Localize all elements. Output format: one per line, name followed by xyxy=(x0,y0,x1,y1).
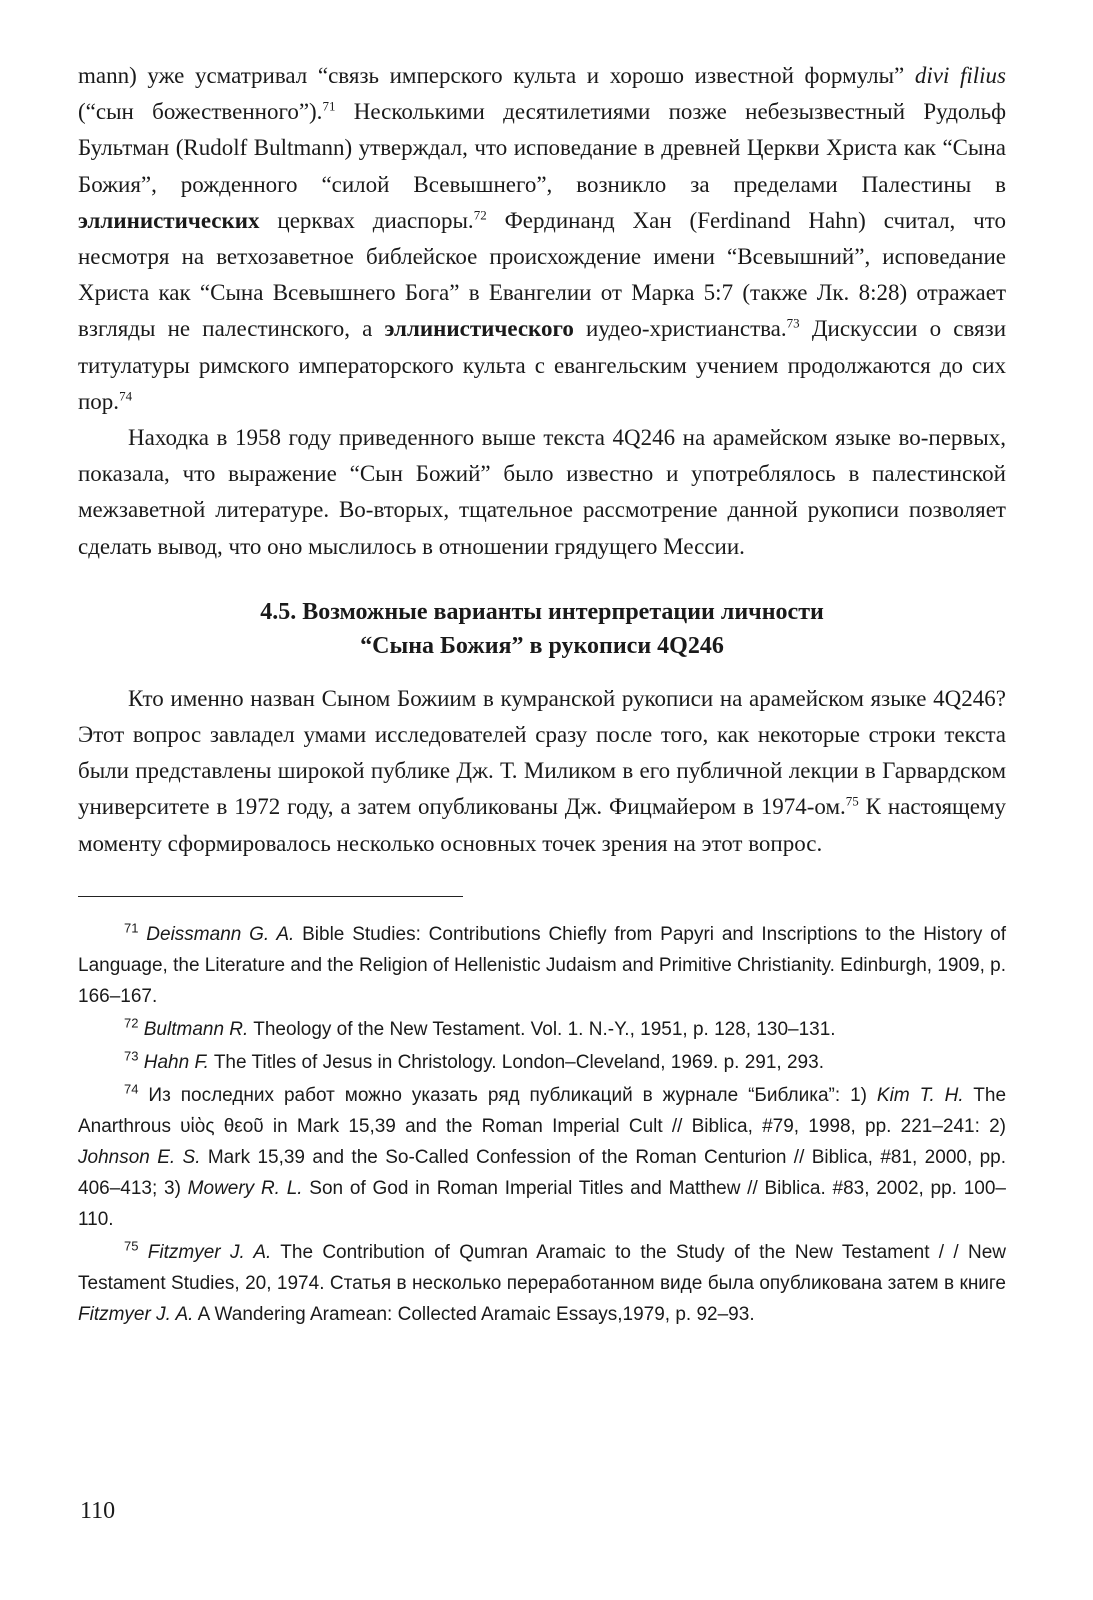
footnote-divider xyxy=(78,896,463,897)
section-heading-line-2: “Сына Божия” в рукописи 4Q246 xyxy=(360,632,724,659)
section-heading-line-1: 4.5. Возможные варианты интерпретации личности xyxy=(260,598,824,625)
footnote-ref-74[interactable]: 74 xyxy=(119,388,133,404)
footnote-75: $^{75}$ Fitzmyer J. A. The Contribution of Qumran Aramaic to the Study of the New Testament / / New Testament Studies, 20, 1974. Статья в несколько переработанном виде была опубликована затем в книге Fitzmyer J. A. A Wandering Aramean: Collected Aramaic Essays,1979, p. 92–93. xyxy=(78,1238,1006,1325)
page xyxy=(78,58,1006,1332)
footnote-ref-73[interactable]: 73 xyxy=(786,315,800,331)
footnotes xyxy=(78,919,1006,1330)
paragraph-1: mann) уже усматривал “связь имперского культа и хорошо известной формулы” divi filius (“сын божественного”).$^{71}$ Несколькими десятилетиями позже небезызвестный Рудольф Бультман (Rudolf Bultmann) утверждал, что исповедание в древней Церкви Христа как “Сына Божия”, рожденного “силой Всевышнего”, возникло за пределами Палестины в эллинистических церквах диаспоры.$^{72}$ Фердинанд Хан (Ferdinand Hahn) считал, что несмотря на ветхозаветное библейское происхождение имени “Всевышний”, исповедание Христа как “Сына Всевышнего Бога” в Евангелии от Марка 5:7 (также Лк. 8:28) отражает взгляды не палестинского, а эллинистического иудео-христианства.$^{73}$ Дискуссии о связи титулатуры римского императорского культа с евангельским учением продолжаются до сих пор.$^{74}$ xyxy=(78,63,1006,414)
footnote-ref-75[interactable]: 75 xyxy=(845,793,859,809)
footnote-73: $^{73}$ Hahn F. The Titles of Jesus in Christology. London–Cleveland, 1969. p. 291, 293. xyxy=(124,1048,824,1073)
paragraph-2: Находка в 1958 году приведенного выше текста 4Q246 на арамейском языке во-первых, показала, что выражение “Сын Божий” было известно и употреблялось в палестинской межзаветной литературе. Во-вторых, тщательное рассмотрение данной рукописи позволяет сделать вывод, что оно мыслилось в отношении грядущего Мессии. xyxy=(78,425,1006,559)
main-text xyxy=(78,58,1006,862)
paragraph-3: Кто именно назван Сыном Божиим в кумранской рукописи на арамейском языке 4Q246? Этот вопрос завладел умами исследователей сразу после того, как некоторые строки текста были представлены широкой публике Дж. Т. Миликом в его публичной лекции в Гарвардском университете в 1972 году, а затем опубликованы Дж. Фицмайером в 1974-ом.$^{75}$ К настоящему моменту сформировалось несколько основных точек зрения на этот вопрос. xyxy=(78,685,1007,856)
footnote-71: $^{71}$ Deissmann G. A. Bible Studies: Contributions Chiefly from Papyri and Inscriptions to the History of Language, the Literature and the Religion of Hellenistic Judaism and Primitive Christianity. Edinburgh, 1909, p. 166–167. xyxy=(78,920,1007,1007)
footnote-74: $^{74}$ Из последних работ можно указать ряд публикаций в журнале “Библика”: 1) Kim T. H. The Anarthrous υἱὸς θεοῦ in Mark 15,39 and the Roman Imperial Cult // Biblica, #79, 1998, pp. 221–241: 2) Johnson E. S. Mark 15,39 and the So-Called Confession of the Roman Centurion // Biblica, #81, 2000, pp. 406–413; 3) Mowery R. L. Son of God in Roman Imperial Titles and Matthew // Biblica. #83, 2002, pp. 100–110. xyxy=(78,1081,1007,1230)
footnote-ref-71[interactable]: 71 xyxy=(322,98,336,114)
footnote-72: $^{72}$ Bultmann R. Theology of the New Testament. Vol. 1. N.-Y., 1951, p. 128, 130–131. xyxy=(124,1015,836,1040)
footnote-ref-72[interactable]: 72 xyxy=(473,207,487,223)
page-number: 110 xyxy=(80,1498,116,1524)
section-heading xyxy=(78,595,1006,663)
